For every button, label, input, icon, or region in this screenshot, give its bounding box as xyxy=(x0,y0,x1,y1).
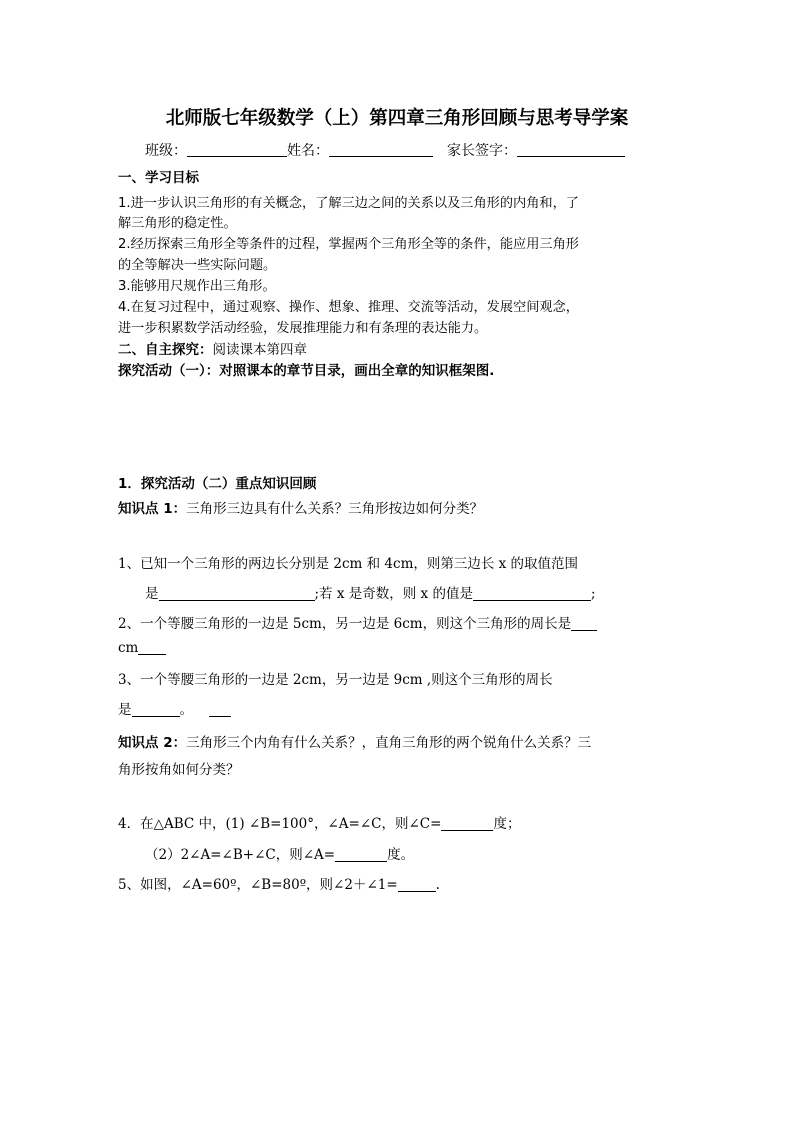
objective-line: 的全等解决一些实际问题。 xyxy=(118,258,277,273)
q4-angle-c-blank[interactable] xyxy=(441,816,493,831)
q2-trailing-blank[interactable] xyxy=(138,640,166,655)
question-5: 5、如图，∠A=60º，∠B=80º，则∠2＋∠1= . xyxy=(118,877,440,893)
kp2-label: 知识点 2： xyxy=(118,735,187,751)
parent-sign-label: 家长签字： xyxy=(447,143,517,159)
question-2-line-1: 2、一个等腰三角形的一边是 5cm，另一边是 6cm，则这个三角形的周长是 xyxy=(118,612,597,632)
q5-sum-blank[interactable] xyxy=(398,877,436,892)
section-heading-self-study xyxy=(118,338,307,358)
parent-sign-blank[interactable] xyxy=(517,142,625,157)
question-4-line-2: （2）2∠A=∠B+∠C，则∠A= 度。 xyxy=(145,847,415,863)
page-title: 北师版七年级数学（上）第四章三角形回顾与思考导学案 xyxy=(165,108,629,129)
objective-line: 3.能够用尺规作出三角形。 xyxy=(118,279,276,294)
question-1-line-2: 是 ;若 x 是奇数，则 x 的值是 ; xyxy=(145,586,596,602)
q2-perimeter-blank[interactable] xyxy=(571,616,597,631)
question-1-line-1: 1、已知一个三角形的两边长分别是 2cm 和 4cm，则第三边长 x 的取值范围 xyxy=(118,556,579,572)
name-blank[interactable] xyxy=(329,142,433,157)
activity-1-heading: 探究活动（一）：对照课本的章节目录，画出全章的知识框架图. xyxy=(118,363,495,379)
activity-2-heading: 1．探究活动（二）重点知识回顾 xyxy=(118,476,317,492)
knowledge-point-1 xyxy=(118,497,483,517)
knowledge-point-2-cont: 角形按角如何分类？ xyxy=(118,762,240,778)
question-3-line-1: 3、一个等腰三角形的一边是 2cm，另一边是 9cm ,则这个三角形的周长 xyxy=(118,672,553,688)
student-info-row xyxy=(145,140,625,160)
question-3-line-2: 是 。 xyxy=(118,698,231,718)
objective-line: 1.进一步认识三角形的有关概念，了解三边之间的关系以及三角形的内角和，了 xyxy=(118,196,579,211)
kp1-label: 知识点 1： xyxy=(118,501,187,517)
self-study-text: 阅读课本第四章 xyxy=(212,342,307,358)
q1-range-blank[interactable] xyxy=(159,586,315,601)
q1-odd-blank[interactable] xyxy=(473,586,591,601)
objective-line: 解三角形的稳定性。 xyxy=(118,216,237,231)
section-heading-objectives: 一、学习目标 xyxy=(118,170,199,186)
kp2-text: 三角形三个内角有什么关系？，直角三角形的两个锐角什么关系？三 xyxy=(186,735,592,751)
class-blank[interactable] xyxy=(187,142,287,157)
class-label: 班级： xyxy=(145,143,187,159)
self-study-label: 二、自主探究： xyxy=(118,342,213,358)
q3-trailing-blank[interactable] xyxy=(209,702,231,717)
kp1-text: 三角形三边具有什么关系？三角形按边如何分类？ xyxy=(186,501,484,517)
q4-angle-a-blank[interactable] xyxy=(335,847,387,862)
objective-line: 4.在复习过程中，通过观察、操作、想象、推理、交流等活动，发展空间观念， xyxy=(118,300,579,315)
name-label: 姓名： xyxy=(287,143,329,159)
question-2-line-2: cm xyxy=(118,640,166,656)
q3-perimeter-blank[interactable] xyxy=(132,702,180,717)
question-4-line-1: 4．在△ABC 中，(1) ∠B=100°，∠A=∠C，则∠C= 度； xyxy=(118,816,521,832)
knowledge-point-2 xyxy=(118,731,591,751)
objective-line: 2.经历探索三角形全等条件的过程，掌握两个三角形全等的条件，能应用三角形 xyxy=(118,237,579,252)
objective-line: 进一步积累数学活动经验，发展推理能力和有条理的表达能力。 xyxy=(118,321,488,336)
